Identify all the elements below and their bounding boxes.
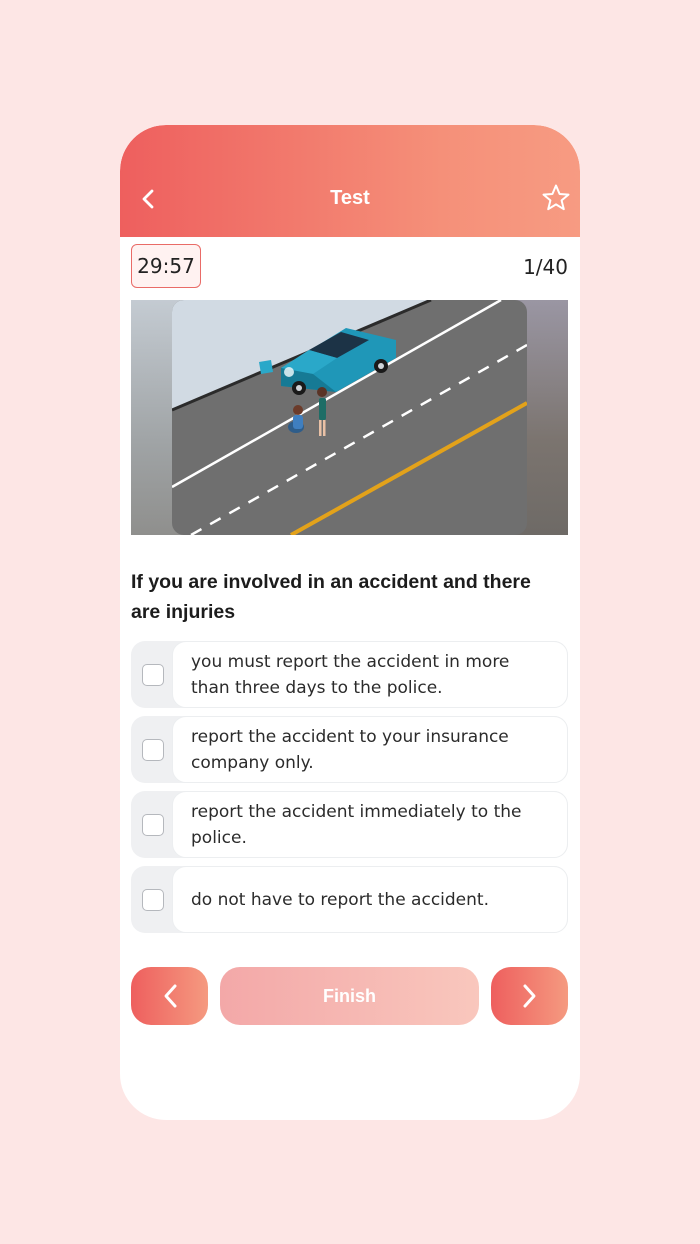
answer-checkbox[interactable] bbox=[142, 739, 164, 761]
star-outline-icon bbox=[541, 183, 571, 213]
answer-text[interactable]: report the accident immediately to the police. bbox=[172, 791, 568, 858]
chevron-left-icon bbox=[162, 983, 178, 1009]
answer-checkbox[interactable] bbox=[142, 814, 164, 836]
previous-button[interactable] bbox=[131, 967, 208, 1025]
app-screen bbox=[120, 125, 580, 1120]
next-button[interactable] bbox=[491, 967, 568, 1025]
answer-option[interactable] bbox=[131, 791, 568, 858]
header-bar bbox=[120, 125, 580, 237]
question-counter: 1/40 bbox=[523, 255, 568, 279]
answer-text[interactable]: you must report the accident in more than three days to the police. bbox=[172, 641, 568, 708]
timer-badge: 29:57 bbox=[131, 244, 201, 288]
answer-option[interactable] bbox=[131, 716, 568, 783]
bookmark-button[interactable] bbox=[540, 181, 572, 215]
answer-option[interactable] bbox=[131, 866, 568, 933]
answer-checkbox[interactable] bbox=[142, 664, 164, 686]
answer-option[interactable] bbox=[131, 641, 568, 708]
page-title: Test bbox=[330, 187, 370, 209]
answer-text[interactable]: do not have to report the accident. bbox=[172, 866, 568, 933]
question-illustration bbox=[131, 300, 568, 535]
chevron-right-icon bbox=[522, 983, 538, 1009]
navigation-bar bbox=[131, 967, 568, 1025]
answer-checkbox[interactable] bbox=[142, 889, 164, 911]
answer-list bbox=[131, 641, 568, 941]
question-text: If you are involved in an accident and there are injuries bbox=[131, 571, 531, 623]
finish-button[interactable]: Finish bbox=[220, 967, 479, 1025]
answer-text[interactable]: report the accident to your insurance company only. bbox=[172, 716, 568, 783]
